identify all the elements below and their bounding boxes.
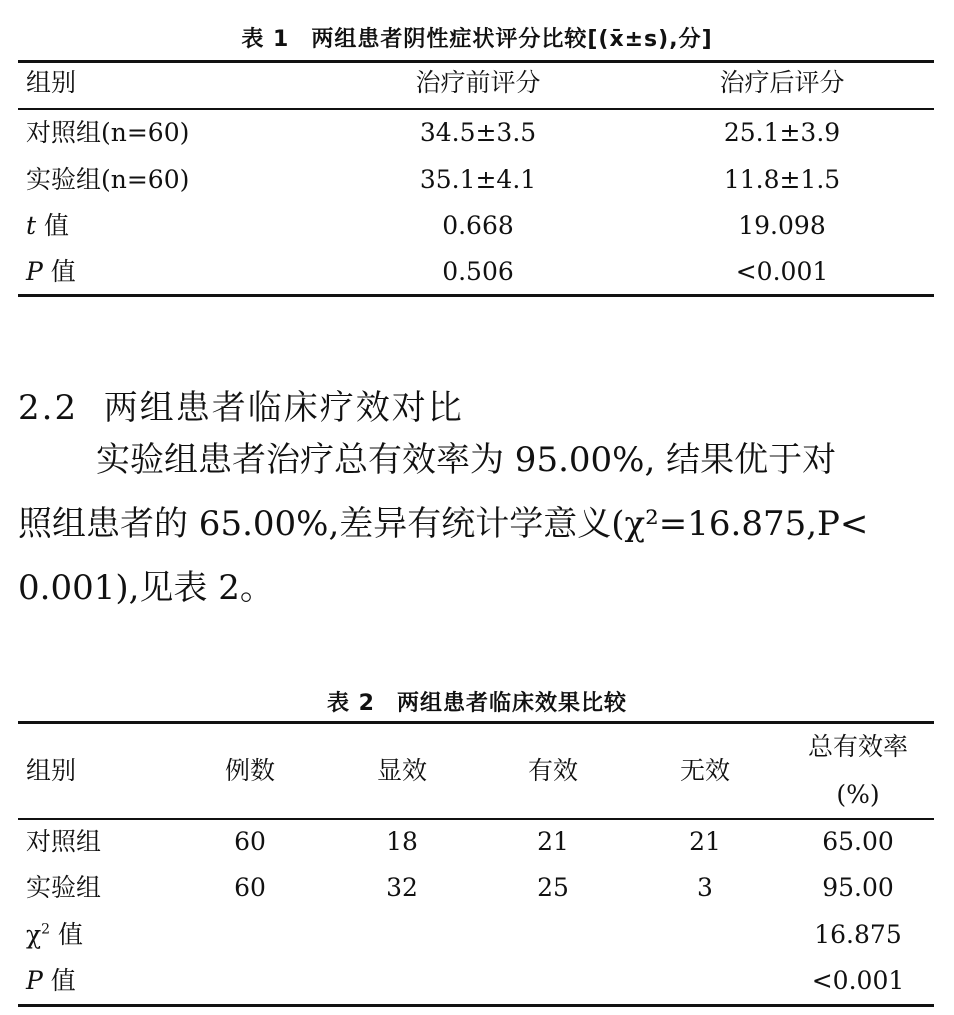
table1-t-label [26,211,69,241]
table1-row2-before: 35.1±4.1 [419,165,537,194]
table2-chi-value: 16.875 [814,920,902,949]
p-symbol: P [26,966,43,995]
table2-number: 表 2 [327,691,375,716]
table1-header-after: 治疗后评分 [719,68,845,97]
table2-header-marked: 显效 [376,756,427,785]
table2-chi-label [26,920,83,950]
table1-p-before: 0.506 [442,257,514,286]
table1-caption [0,22,954,53]
section-heading [18,380,464,429]
table2-p-label [26,966,76,996]
paragraph-line-3: 0.001),见表 2。 [18,568,274,608]
table2-p-value: <0.001 [811,966,905,995]
section-title: 两组患者临床疗效对比 [103,388,464,428]
table2-header-rate-unit: (%) [836,780,880,809]
table2-header-effective: 有效 [527,756,578,785]
chi-symbol: χ [26,920,42,949]
table2-row1-marked: 18 [386,827,418,856]
table2-header-n: 例数 [224,756,275,785]
table2-title: 两组患者临床效果比较 [396,691,627,716]
table2-row2-n: 60 [234,873,266,902]
table1-row1-after: 25.1±3.9 [723,118,841,147]
table1-number: 表 1 [241,27,290,52]
table2-row2-marked: 32 [386,873,418,902]
table2-caption [0,686,954,717]
table2-row1-rate: 65.00 [822,827,894,856]
t-symbol: t [26,211,37,240]
chi-superscript: 2 [41,921,51,938]
table2-bottom-rule [18,1004,934,1007]
table2-top-rule [18,721,934,724]
table1-header-group: 组别 [26,68,77,97]
table1-row1-before: 34.5±3.5 [419,118,537,147]
table2-row2-effective: 25 [537,873,569,902]
table1-t-after: 19.098 [738,211,826,240]
table2-header-rate: 总有效率 [807,732,908,761]
p-symbol: P [26,257,43,286]
table2-header-ineffective: 无效 [679,756,730,785]
table2-row1-group: 对照组 [26,827,102,856]
table1-row1-group: 对照组(n=60) [26,118,190,147]
table2-header-group: 组别 [26,756,77,785]
table2-row1-ineffective: 21 [689,827,721,856]
table1-top-rule [18,60,934,63]
value-label: 值 [50,920,84,949]
section-number: 2.2 [18,388,79,428]
paragraph-line-1: 实验组患者治疗总有效率为 95.00%, 结果优于对 [96,440,837,480]
value-label: 值 [42,257,76,286]
table2-row2-ineffective: 3 [697,873,713,902]
table1-p-after: <0.001 [735,257,829,286]
table1-p-label [26,257,76,287]
value-label: 值 [36,211,69,240]
table2-row1-n: 60 [234,827,266,856]
value-label: 值 [42,966,76,995]
table1-header-before: 治疗前评分 [415,68,541,97]
table1-row2-group: 实验组(n=60) [26,165,190,194]
table1-row2-after: 11.8±1.5 [723,165,841,194]
table2-header-rule [18,818,934,820]
section-paragraph [18,428,936,620]
table1-bottom-rule [18,294,934,297]
table2-row1-effective: 21 [537,827,569,856]
table1-t-before: 0.668 [442,211,514,240]
table2-row2-rate: 95.00 [822,873,894,902]
table1-title: 两组患者阴性症状评分比较[(x̄±s),分] [311,27,713,52]
table2-row2-group: 实验组 [26,873,102,902]
table1-header-rule [18,108,934,110]
paragraph-line-2: 照组患者的 65.00%,差异有统计学意义(χ²=16.875,P< [18,504,869,544]
